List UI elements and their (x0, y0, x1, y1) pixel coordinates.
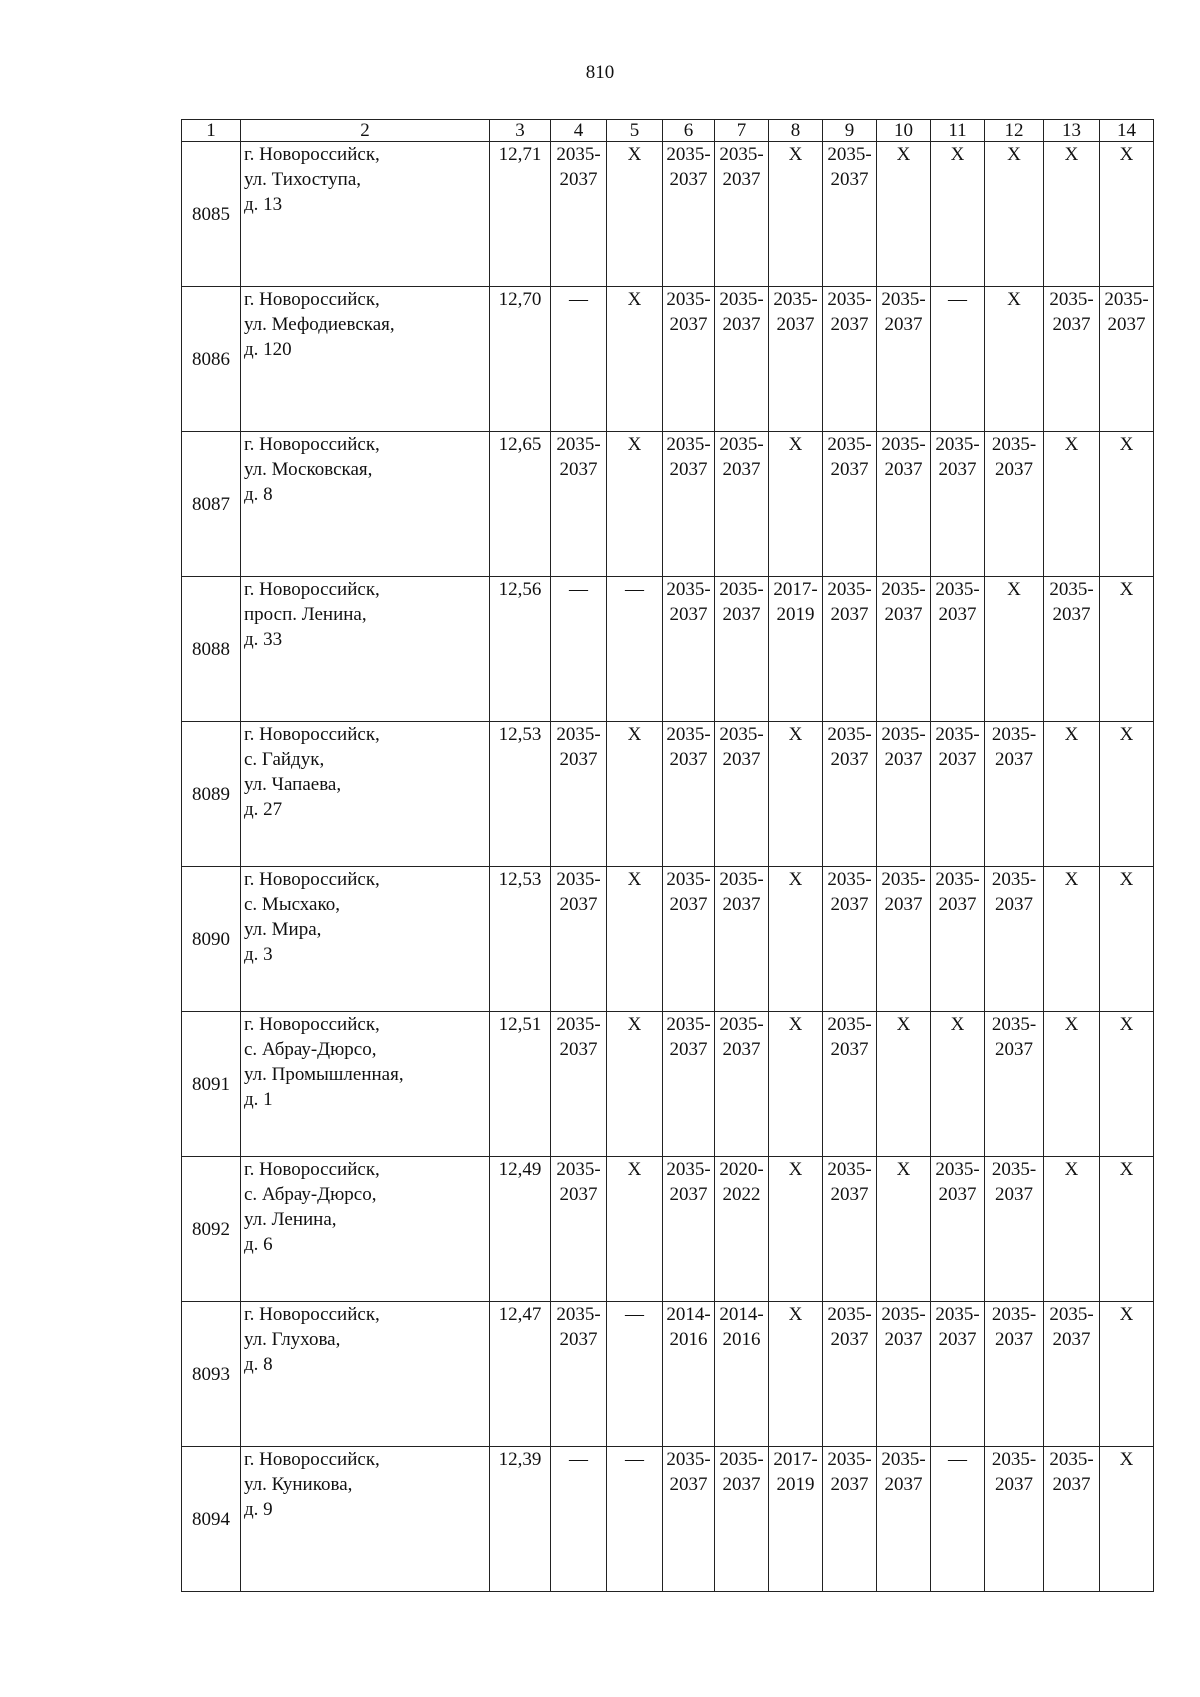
period-cell: X (769, 722, 823, 867)
period-cell: 2035- 2037 (715, 142, 769, 287)
table-row (182, 1302, 1154, 1447)
period-cell: 2035- 2037 (985, 1012, 1044, 1157)
period-cell: 2014- 2016 (715, 1302, 769, 1447)
period-cell: — (931, 287, 985, 432)
period-cell: X (1044, 432, 1100, 577)
column-header: 9 (823, 120, 877, 142)
period-cell: X (1100, 1012, 1154, 1157)
period-cell: X (607, 142, 663, 287)
period-cell: X (769, 867, 823, 1012)
table-row (182, 1447, 1154, 1592)
table-row (182, 1157, 1154, 1302)
period-cell: 2035- 2037 (715, 722, 769, 867)
period-cell: 2035- 2037 (823, 867, 877, 1012)
period-cell: 2035- 2037 (985, 722, 1044, 867)
period-cell: X (769, 1302, 823, 1447)
period-cell: X (607, 1012, 663, 1157)
period-cell: X (607, 287, 663, 432)
period-cell: X (769, 432, 823, 577)
period-cell: — (551, 1447, 607, 1592)
period-cell: 2035- 2037 (551, 722, 607, 867)
period-cell: 2035- 2037 (663, 867, 715, 1012)
rating-cell: 12,70 (490, 287, 551, 432)
period-cell: X (607, 432, 663, 577)
rating-cell: 12,53 (490, 867, 551, 1012)
period-cell: 2035- 2037 (931, 577, 985, 722)
row-number: 8093 (182, 1302, 241, 1447)
period-cell: 2035- 2037 (985, 432, 1044, 577)
column-header: 6 (663, 120, 715, 142)
row-number: 8094 (182, 1447, 241, 1592)
address-cell: г. Новороссийск, ул. Куникова, д. 9 (241, 1447, 490, 1592)
table-row (182, 1012, 1154, 1157)
column-header: 4 (551, 120, 607, 142)
row-number: 8090 (182, 867, 241, 1012)
rating-cell: 12,65 (490, 432, 551, 577)
period-cell: 2017- 2019 (769, 577, 823, 722)
period-cell: 2035- 2037 (877, 432, 931, 577)
period-cell: 2035- 2037 (877, 1447, 931, 1592)
period-cell: 2035- 2037 (663, 577, 715, 722)
period-cell: X (985, 577, 1044, 722)
period-cell: 2035- 2037 (877, 722, 931, 867)
period-cell: 2035- 2037 (931, 722, 985, 867)
address-cell: г. Новороссийск, ул. Глухова, д. 8 (241, 1302, 490, 1447)
column-header: 2 (241, 120, 490, 142)
period-cell: X (769, 1012, 823, 1157)
period-cell: X (769, 1157, 823, 1302)
address-cell: г. Новороссийск, ул. Мефодиевская, д. 120 (241, 287, 490, 432)
period-cell: 2035- 2037 (823, 577, 877, 722)
period-cell: 2035- 2037 (823, 287, 877, 432)
period-cell: 2035- 2037 (663, 1447, 715, 1592)
period-cell: 2017- 2019 (769, 1447, 823, 1592)
period-cell: X (1044, 1157, 1100, 1302)
table-row (182, 577, 1154, 722)
period-cell: X (607, 1157, 663, 1302)
row-number: 8086 (182, 287, 241, 432)
period-cell: X (931, 142, 985, 287)
period-cell: 2014- 2016 (663, 1302, 715, 1447)
period-cell: X (1100, 142, 1154, 287)
period-cell: 2035- 2037 (985, 1447, 1044, 1592)
period-cell: 2035- 2037 (715, 577, 769, 722)
period-cell: 2035- 2037 (715, 1012, 769, 1157)
period-cell: 2035- 2037 (715, 867, 769, 1012)
period-cell: X (1100, 1157, 1154, 1302)
period-cell: 2035- 2037 (663, 142, 715, 287)
period-cell: — (551, 577, 607, 722)
table-row (182, 142, 1154, 287)
period-cell: X (769, 142, 823, 287)
period-cell: 2035- 2037 (823, 432, 877, 577)
column-header: 13 (1044, 120, 1100, 142)
period-cell: 2035- 2037 (823, 142, 877, 287)
column-header: 7 (715, 120, 769, 142)
period-cell: 2035- 2037 (551, 867, 607, 1012)
period-cell: X (607, 722, 663, 867)
rating-cell: 12,39 (490, 1447, 551, 1592)
period-cell: 2035- 2037 (985, 1302, 1044, 1447)
period-cell: 2035- 2037 (931, 1157, 985, 1302)
period-cell: 2035- 2037 (931, 432, 985, 577)
period-cell: 2035- 2037 (663, 432, 715, 577)
period-cell: 2035- 2037 (551, 142, 607, 287)
period-cell: — (607, 577, 663, 722)
period-cell: 2035- 2037 (551, 1302, 607, 1447)
rating-cell: 12,53 (490, 722, 551, 867)
rating-cell: 12,51 (490, 1012, 551, 1157)
period-cell: X (1100, 1447, 1154, 1592)
period-cell: 2035- 2037 (985, 1157, 1044, 1302)
rating-cell: 12,49 (490, 1157, 551, 1302)
period-cell: X (931, 1012, 985, 1157)
period-cell: X (877, 142, 931, 287)
address-cell: г. Новороссийск, с. Абрау-Дюрсо, ул. Ленина, д. 6 (241, 1157, 490, 1302)
column-header: 8 (769, 120, 823, 142)
period-cell: 2035- 2037 (985, 867, 1044, 1012)
period-cell: — (607, 1447, 663, 1592)
period-cell: 2035- 2037 (877, 287, 931, 432)
table-header-row (182, 120, 1154, 142)
table-row (182, 722, 1154, 867)
period-cell: 2035- 2037 (823, 1012, 877, 1157)
period-cell: X (985, 142, 1044, 287)
period-cell: 2035- 2037 (823, 1447, 877, 1592)
period-cell: 2035- 2037 (823, 1157, 877, 1302)
period-cell: 2035- 2037 (715, 1447, 769, 1592)
period-cell: — (607, 1302, 663, 1447)
period-cell: 2035- 2037 (551, 432, 607, 577)
period-cell: 2035- 2037 (715, 432, 769, 577)
period-cell: 2035- 2037 (823, 722, 877, 867)
period-cell: X (1044, 867, 1100, 1012)
column-header: 10 (877, 120, 931, 142)
period-cell: 2035- 2037 (663, 1012, 715, 1157)
row-number: 8088 (182, 577, 241, 722)
period-cell: 2035- 2037 (931, 1302, 985, 1447)
column-header: 12 (985, 120, 1044, 142)
period-cell: 2035- 2037 (1044, 1302, 1100, 1447)
period-cell: 2035- 2037 (551, 1012, 607, 1157)
period-cell: 2035- 2037 (769, 287, 823, 432)
address-cell: г. Новороссийск, с. Мысхако, ул. Мира, д. 3 (241, 867, 490, 1012)
period-cell: — (551, 287, 607, 432)
address-cell: г. Новороссийск, с. Гайдук, ул. Чапаева, д. 27 (241, 722, 490, 867)
period-cell: X (1100, 432, 1154, 577)
table-row (182, 432, 1154, 577)
period-cell: 2035- 2037 (551, 1157, 607, 1302)
rating-cell: 12,71 (490, 142, 551, 287)
row-number: 8089 (182, 722, 241, 867)
period-cell: 2035- 2037 (1044, 1447, 1100, 1592)
period-cell: X (985, 287, 1044, 432)
period-cell: 2020- 2022 (715, 1157, 769, 1302)
period-cell: X (1100, 867, 1154, 1012)
address-cell: г. Новороссийск, просп. Ленина, д. 33 (241, 577, 490, 722)
period-cell: 2035- 2037 (877, 1302, 931, 1447)
column-header: 14 (1100, 120, 1154, 142)
period-cell: 2035- 2037 (663, 1157, 715, 1302)
period-cell: X (1100, 577, 1154, 722)
table-row (182, 867, 1154, 1012)
rating-cell: 12,47 (490, 1302, 551, 1447)
period-cell: X (1100, 722, 1154, 867)
table-row (182, 287, 1154, 432)
row-number: 8091 (182, 1012, 241, 1157)
address-cell: г. Новороссийск, ул. Тихоступа, д. 13 (241, 142, 490, 287)
address-cell: г. Новороссийск, ул. Московская, д. 8 (241, 432, 490, 577)
row-number: 8087 (182, 432, 241, 577)
column-header: 11 (931, 120, 985, 142)
period-cell: X (1044, 142, 1100, 287)
period-cell: 2035- 2037 (877, 867, 931, 1012)
period-cell: X (877, 1012, 931, 1157)
period-cell: 2035- 2037 (1044, 577, 1100, 722)
period-cell: X (607, 867, 663, 1012)
period-cell: X (1044, 1012, 1100, 1157)
period-cell: X (1044, 722, 1100, 867)
column-header: 1 (182, 120, 241, 142)
period-cell: X (1100, 1302, 1154, 1447)
period-cell: 2035- 2037 (823, 1302, 877, 1447)
column-header: 5 (607, 120, 663, 142)
period-cell: 2035- 2037 (663, 722, 715, 867)
row-number: 8085 (182, 142, 241, 287)
period-cell: 2035- 2037 (877, 577, 931, 722)
rating-cell: 12,56 (490, 577, 551, 722)
page-number: 810 (585, 62, 615, 83)
column-header: 3 (490, 120, 551, 142)
period-cell: 2035- 2037 (1100, 287, 1154, 432)
period-cell: 2035- 2037 (1044, 287, 1100, 432)
period-cell: 2035- 2037 (715, 287, 769, 432)
period-cell: X (877, 1157, 931, 1302)
data-table (181, 119, 1154, 1592)
row-number: 8092 (182, 1157, 241, 1302)
period-cell: — (931, 1447, 985, 1592)
period-cell: 2035- 2037 (931, 867, 985, 1012)
address-cell: г. Новороссийск, с. Абрау-Дюрсо, ул. Промышленная, д. 1 (241, 1012, 490, 1157)
period-cell: 2035- 2037 (663, 287, 715, 432)
